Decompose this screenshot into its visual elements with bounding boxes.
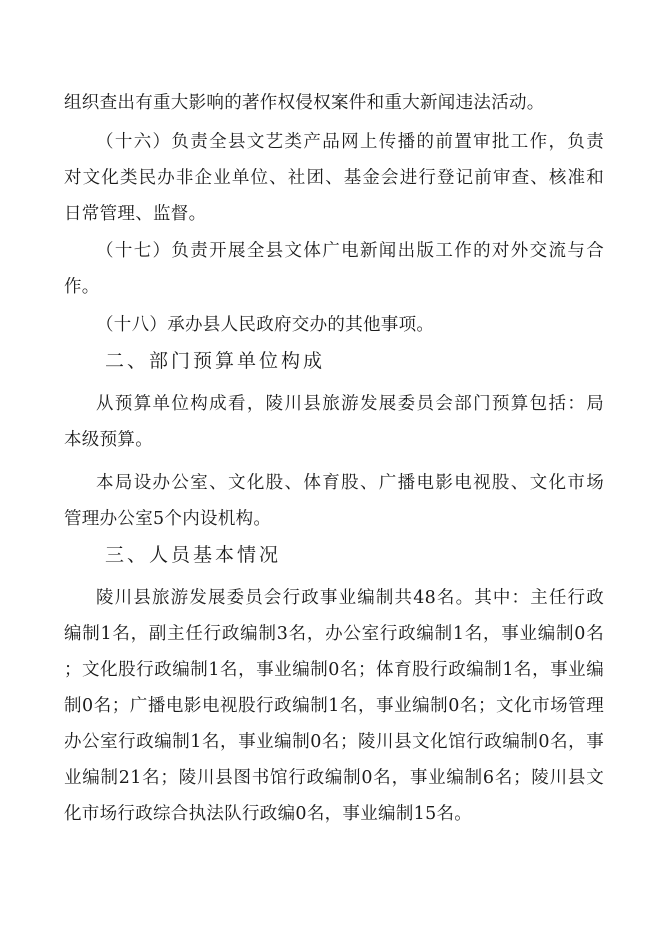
offices-line-1: 本局设办公室、文化股、体育股、广播电影电视股、文化市场	[96, 473, 604, 493]
staff-line-1: 陵川县旅游发展委员会行政事业编制共48名。其中：主任行政	[96, 588, 604, 608]
paragraph-18: （十八）承办县人民政府交办的其他事项。	[96, 315, 435, 335]
paragraph-16-line-2: 对文化类民办非企业单位、社团、基金会进行登记前审查、核准和	[64, 168, 604, 188]
paragraph-17-line-2: 作。	[64, 277, 100, 297]
paragraph-16-line-3: 日常管理、监督。	[64, 204, 207, 224]
staff-line-5: 办公室行政编制1名，事业编制0名；陵川县文化馆行政编制0名，事	[64, 732, 604, 752]
paragraph-16-line-1: （十六）负责全县文艺类产品网上传播的前置审批工作，负责	[96, 132, 604, 152]
staff-line-4: 制0名；广播电影电视股行政编制1名，事业编制0名；文化市场管理	[64, 696, 604, 716]
budget-line-2: 本级预算。	[64, 430, 153, 450]
staff-line-7: 化市场行政综合执法队行政编0名，事业编制15名。	[64, 804, 473, 824]
paragraph-17-line-1: （十七）负责开展全县文体广电新闻出版工作的对外交流与合	[96, 241, 604, 261]
paragraph-15-tail: 组织查出有重大影响的著作权侵权案件和重大新闻违法活动。	[64, 93, 545, 113]
section-heading-3: 三、人员基本情况	[105, 544, 282, 566]
budget-line-1: 从预算单位构成看，陵川县旅游发展委员会部门预算包括：局	[96, 394, 604, 414]
staff-line-6: 业编制21名；陵川县图书馆行政编制0名，事业编制6名；陵川县文	[64, 768, 604, 788]
offices-line-2: 管理办公室5个内设机构。	[64, 509, 272, 529]
section-heading-2: 二、部门预算单位构成	[105, 350, 326, 372]
staff-line-3: ；文化股行政编制1名，事业编制0名；体育股行政编制1名，事业编	[64, 660, 604, 680]
staff-line-2: 编制1名，副主任行政编制3名，办公室行政编制1名，事业编制0名	[64, 624, 604, 644]
